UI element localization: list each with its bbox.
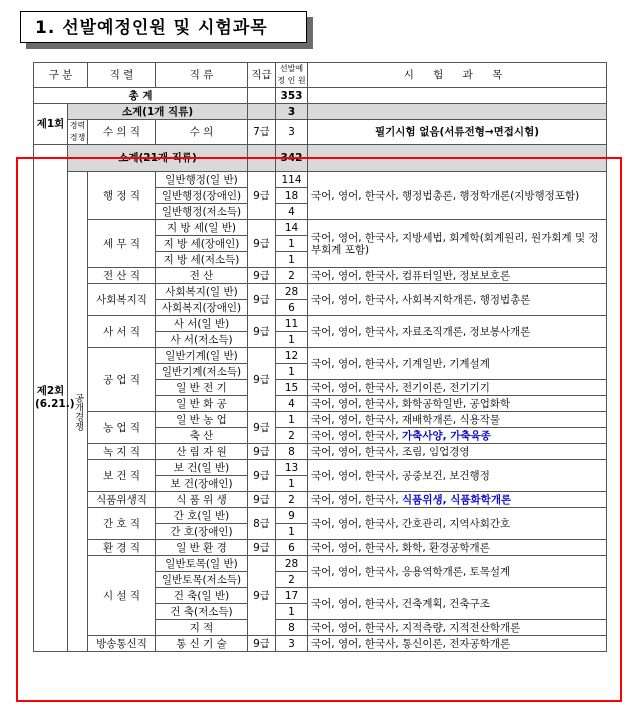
table-row bbox=[34, 316, 607, 332]
table-row bbox=[34, 556, 607, 572]
subjects-cell bbox=[308, 396, 607, 412]
subjects-highlight: 식품위생, 식품화학개론 bbox=[402, 493, 512, 506]
subjects-cell bbox=[308, 556, 607, 588]
table-row bbox=[34, 508, 607, 524]
grade-cell: 9급 bbox=[248, 172, 276, 220]
jikryu-cell: 일 반 환 경 bbox=[156, 540, 248, 556]
count-cell: 1 bbox=[276, 524, 308, 540]
subjects-cell bbox=[308, 492, 607, 508]
count-cell: 6 bbox=[276, 540, 308, 556]
count-cell: 6 bbox=[276, 300, 308, 316]
total-count: 353 bbox=[276, 88, 308, 104]
subjects-cell bbox=[308, 348, 607, 380]
section-title: 1. 선발예정인원 및 시험과목 bbox=[20, 11, 307, 43]
table-row bbox=[34, 540, 607, 556]
subjects-text: 국어, 영어, 한국사, 건축계획, 건축구조 bbox=[311, 597, 490, 610]
header-subjects: 시 험 과 목 bbox=[308, 63, 607, 88]
round1-subtotal-label: 소계(1개 직류) bbox=[68, 104, 248, 120]
round2-subtotal-count: 342 bbox=[276, 145, 308, 172]
count-cell: 1 bbox=[276, 604, 308, 620]
round1-type: 경력경쟁 bbox=[68, 120, 88, 145]
jikryu-cell: 지 방 세(일 반) bbox=[156, 220, 248, 236]
jikryu-cell: 사회복지(장애인) bbox=[156, 300, 248, 316]
round1-count: 3 bbox=[276, 120, 308, 145]
jikryeol-cell: 세 무 직 bbox=[88, 220, 156, 268]
subjects-text: 국어, 영어, 한국사, 지방세법, 회계학(회계원리, 원가회계 및 정부회계 포함) bbox=[311, 231, 599, 256]
grade-cell: 9급 bbox=[248, 556, 276, 636]
jikryu-cell: 건 축(저소득) bbox=[156, 604, 248, 620]
count-cell: 1 bbox=[276, 236, 308, 252]
jikryeol-cell: 식품위생직 bbox=[88, 492, 156, 508]
subjects-cell bbox=[308, 428, 607, 444]
jikryeol-cell: 사회복지직 bbox=[88, 284, 156, 316]
subjects-text: 국어, 영어, 한국사, 통신이론, 전자공학개론 bbox=[311, 637, 511, 650]
grade-cell: 9급 bbox=[248, 412, 276, 444]
jikryu-cell: 일반행정(일 반) bbox=[156, 172, 248, 188]
subjects-cell bbox=[308, 316, 607, 348]
jikryu-cell: 일 반 전 기 bbox=[156, 380, 248, 396]
jikryu-cell: 보 건(일 반) bbox=[156, 460, 248, 476]
jikryu-cell: 일반행정(저소득) bbox=[156, 204, 248, 220]
table-row bbox=[34, 284, 607, 300]
subjects-text: 국어, 영어, 한국사, 행정법총론, 행정학개론(지방행정포함) bbox=[311, 189, 580, 202]
table-row bbox=[34, 444, 607, 460]
subjects-text: 국어, 영어, 한국사, 기계일반, 기계설계 bbox=[311, 357, 490, 370]
count-cell: 13 bbox=[276, 460, 308, 476]
subjects-text: 국어, 영어, 한국사, 재배학개론, 식용작물 bbox=[311, 413, 500, 426]
round1-label: 제1회 bbox=[34, 104, 68, 145]
jikryu-cell: 지 방 세(장애인) bbox=[156, 236, 248, 252]
table-row bbox=[34, 172, 607, 188]
jikryeol-cell: 행 정 직 bbox=[88, 172, 156, 220]
jikryu-cell: 일반토목(저소득) bbox=[156, 572, 248, 588]
grade-cell: 9급 bbox=[248, 220, 276, 268]
jikryu-cell: 산 림 자 원 bbox=[156, 444, 248, 460]
count-cell: 3 bbox=[276, 636, 308, 652]
jikryu-cell: 사 서(저소득) bbox=[156, 332, 248, 348]
count-cell: 2 bbox=[276, 572, 308, 588]
count-cell: 17 bbox=[276, 588, 308, 604]
subjects-cell bbox=[308, 412, 607, 428]
count-cell: 1 bbox=[276, 252, 308, 268]
subjects-text: 국어, 영어, 한국사, 조림, 임업경영 bbox=[311, 445, 470, 458]
subjects-text: 국어, 영어, 한국사, 자료조직개론, 정보봉사개론 bbox=[311, 325, 531, 338]
subjects-cell bbox=[308, 444, 607, 460]
header-seonbal: 선발예정 인 원 bbox=[276, 63, 308, 88]
header-jikgeup: 직급 bbox=[248, 63, 276, 88]
subjects-cell bbox=[308, 284, 607, 316]
count-cell: 4 bbox=[276, 396, 308, 412]
count-cell: 8 bbox=[276, 620, 308, 636]
jikryu-cell: 일 반 농 업 bbox=[156, 412, 248, 428]
table-row bbox=[34, 460, 607, 476]
subjects-cell bbox=[308, 540, 607, 556]
count-cell: 4 bbox=[276, 204, 308, 220]
jikryeol-cell: 사 서 직 bbox=[88, 316, 156, 348]
subjects-text: 국어, 영어, 한국사, 간호관리, 지역사회간호 bbox=[311, 517, 511, 530]
grade-cell: 9급 bbox=[248, 284, 276, 316]
grade-cell: 9급 bbox=[248, 316, 276, 348]
subjects-text: 국어, 영어, 한국사, 전기이론, 전기기기 bbox=[311, 381, 490, 394]
subjects-text: 국어, 영어, 한국사, 화학공학일반, 공업화학 bbox=[311, 397, 511, 410]
jikryu-cell: 일반토목(일 반) bbox=[156, 556, 248, 572]
subjects-cell bbox=[308, 636, 607, 652]
subjects-text: 국어, 영어, 한국사, bbox=[311, 429, 403, 442]
count-cell: 11 bbox=[276, 316, 308, 332]
grade-cell: 8급 bbox=[248, 508, 276, 540]
jikryeol-cell: 간 호 직 bbox=[88, 508, 156, 540]
table-row bbox=[34, 268, 607, 284]
count-cell: 15 bbox=[276, 380, 308, 396]
round2-label: 제2회 (6.21.) bbox=[34, 145, 68, 652]
table-row bbox=[34, 492, 607, 508]
jikryeol-cell: 공 업 직 bbox=[88, 348, 156, 412]
jikryu-cell: 지 방 세(저소득) bbox=[156, 252, 248, 268]
count-cell: 2 bbox=[276, 268, 308, 284]
jikryeol-cell: 보 건 직 bbox=[88, 460, 156, 492]
jikryeol-cell: 방송통신직 bbox=[88, 636, 156, 652]
count-cell: 28 bbox=[276, 556, 308, 572]
count-cell: 2 bbox=[276, 492, 308, 508]
round1-subjects: 필기시험 없음(서류전형→면접시험) bbox=[308, 120, 607, 145]
jikryu-cell: 축 산 bbox=[156, 428, 248, 444]
grade-cell: 9급 bbox=[248, 492, 276, 508]
subjects-text: 국어, 영어, 한국사, 공중보건, 보건행정 bbox=[311, 469, 490, 482]
count-cell: 28 bbox=[276, 284, 308, 300]
jikryu-cell: 건 축(일 반) bbox=[156, 588, 248, 604]
subjects-text: 국어, 영어, 한국사, 지적측량, 지적전산학개론 bbox=[311, 621, 521, 634]
header-gubun: 구 분 bbox=[34, 63, 88, 88]
round1-jikryu: 수 의 bbox=[156, 120, 248, 145]
table-row bbox=[34, 348, 607, 364]
subjects-text: 국어, 영어, 한국사, 화학, 환경공학개론 bbox=[311, 541, 490, 554]
grade-cell: 9급 bbox=[248, 268, 276, 284]
grade-cell: 9급 bbox=[248, 636, 276, 652]
recruitment-table bbox=[33, 62, 607, 652]
grade-cell: 9급 bbox=[248, 444, 276, 460]
round2-subtotal-label: 소계(21개 직류) bbox=[68, 145, 248, 172]
jikryu-cell: 지 적 bbox=[156, 620, 248, 636]
subjects-cell bbox=[308, 460, 607, 492]
subjects-cell bbox=[308, 588, 607, 620]
subjects-cell bbox=[308, 220, 607, 268]
jikryu-cell: 일 반 화 공 bbox=[156, 396, 248, 412]
grade-cell: 9급 bbox=[248, 348, 276, 412]
subjects-cell bbox=[308, 620, 607, 636]
count-cell: 1 bbox=[276, 476, 308, 492]
count-cell: 114 bbox=[276, 172, 308, 188]
subjects-cell bbox=[308, 268, 607, 284]
jikryu-cell: 사 서(일 반) bbox=[156, 316, 248, 332]
header-jikryu: 직 류 bbox=[156, 63, 248, 88]
subjects-text: 국어, 영어, 한국사, bbox=[311, 493, 403, 506]
jikryu-cell: 일반기계(일 반) bbox=[156, 348, 248, 364]
jikryeol-cell: 전 산 직 bbox=[88, 268, 156, 284]
count-cell: 12 bbox=[276, 348, 308, 364]
jikryu-cell: 간 호(일 반) bbox=[156, 508, 248, 524]
round1-jikryeol: 수 의 직 bbox=[88, 120, 156, 145]
count-cell: 1 bbox=[276, 412, 308, 428]
subjects-cell bbox=[308, 172, 607, 220]
jikryu-cell: 보 건(장애인) bbox=[156, 476, 248, 492]
subjects-text: 국어, 영어, 한국사, 컴퓨터일반, 정보보호론 bbox=[311, 269, 511, 282]
total-label: 총 계 bbox=[34, 88, 248, 104]
jikryu-cell: 통 신 기 술 bbox=[156, 636, 248, 652]
subjects-text: 국어, 영어, 한국사, 응용역학개론, 토목설계 bbox=[311, 565, 511, 578]
count-cell: 14 bbox=[276, 220, 308, 236]
count-cell: 8 bbox=[276, 444, 308, 460]
subjects-cell bbox=[308, 508, 607, 540]
round1-grade: 7급 bbox=[248, 120, 276, 145]
round1-subtotal-count: 3 bbox=[276, 104, 308, 120]
round2-type: 공개경쟁 bbox=[68, 172, 88, 652]
grade-cell: 9급 bbox=[248, 540, 276, 556]
jikryeol-cell: 녹 지 직 bbox=[88, 444, 156, 460]
count-cell: 2 bbox=[276, 428, 308, 444]
jikryeol-cell: 환 경 직 bbox=[88, 540, 156, 556]
jikryu-cell: 식 품 위 생 bbox=[156, 492, 248, 508]
table-row bbox=[34, 412, 607, 428]
count-cell: 18 bbox=[276, 188, 308, 204]
jikryu-cell: 사회복지(일 반) bbox=[156, 284, 248, 300]
table-row bbox=[34, 636, 607, 652]
jikryeol-cell: 농 업 직 bbox=[88, 412, 156, 444]
count-cell: 1 bbox=[276, 364, 308, 380]
jikryu-cell: 간 호(장애인) bbox=[156, 524, 248, 540]
grade-cell: 9급 bbox=[248, 460, 276, 492]
count-cell: 1 bbox=[276, 332, 308, 348]
subjects-text: 국어, 영어, 한국사, 사회복지학개론, 행정법총론 bbox=[311, 293, 531, 306]
header-jikryeol: 직 렬 bbox=[88, 63, 156, 88]
jikryu-cell: 일반행정(장애인) bbox=[156, 188, 248, 204]
jikryu-cell: 일반기계(저소득) bbox=[156, 364, 248, 380]
table-row bbox=[34, 220, 607, 236]
jikryeol-cell: 시 설 직 bbox=[88, 556, 156, 636]
subjects-highlight: 가축사양, 가축육종 bbox=[402, 429, 491, 442]
count-cell: 9 bbox=[276, 508, 308, 524]
jikryu-cell: 전 산 bbox=[156, 268, 248, 284]
subjects-cell bbox=[308, 380, 607, 396]
